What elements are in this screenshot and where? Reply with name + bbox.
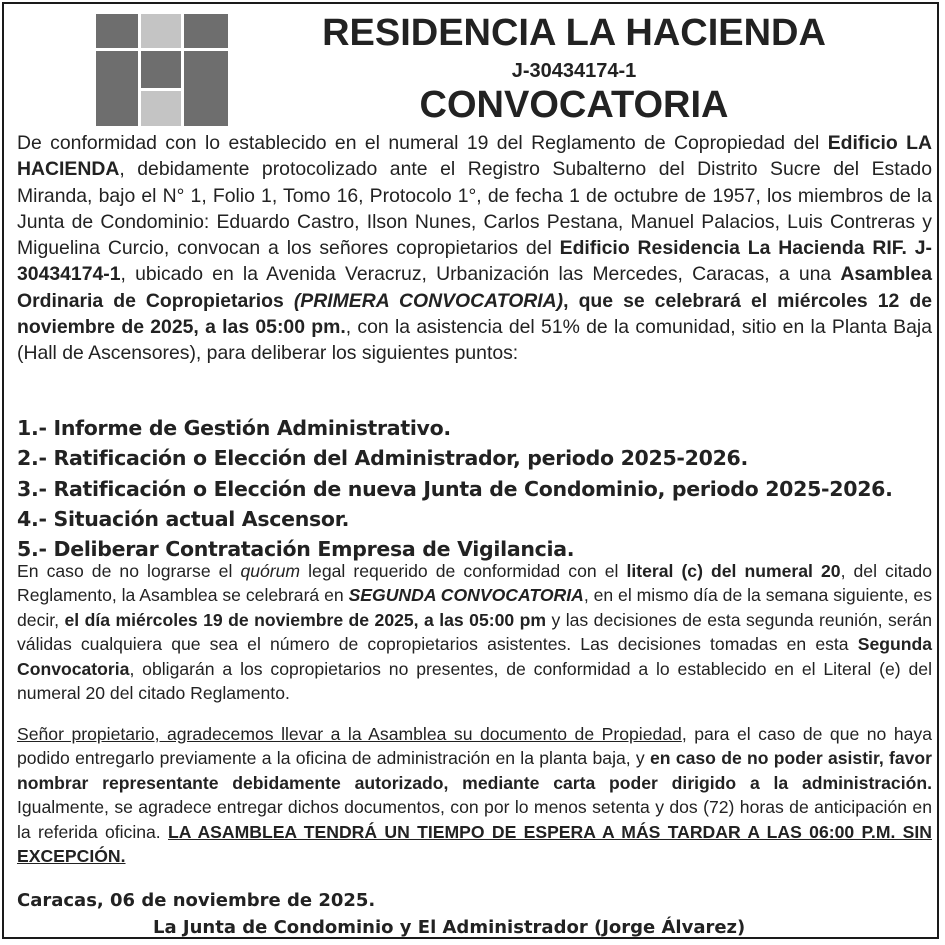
logo-block (141, 91, 181, 126)
page-title: RESIDENCIA LA HACIENDA (322, 12, 826, 54)
logo-block (96, 14, 138, 48)
notice-date: Caracas, 06 de noviembre de 2025. (17, 890, 376, 911)
agenda-item: 2.- Ratificación o Elección del Administrador, periodo 2025-2026. (17, 446, 748, 471)
logo-block (184, 51, 228, 126)
rif-number: J-30434174-1 (511, 60, 637, 82)
logo-block (141, 14, 181, 48)
signature: La Junta de Condominio y El Administrador (Jorge Álvarez) (153, 917, 746, 938)
footer (17, 887, 932, 939)
agenda-list (17, 413, 932, 564)
logo-block (96, 51, 138, 126)
agenda-item: 1.- Informe de Gestión Administrativo. (17, 416, 451, 440)
intro-paragraph: De conformidad con lo establecido en el numeral 19 del Reglamento de Copropiedad del Edificio LA HACIENDA, debidamente protocolizado ante el Registro Subalterno del Distrito Sucre del Estado Miranda, bajo el N° 1, Folio 1, Tomo 16, Protocolo 1°, de fecha 1 de octubre de 1957, los miembros de la Junta de Condominio: Eduardo Castro, Ilson Nunes, Carlos Pestana, Manuel Palacios, Luis Contreras y Miguelina Curcio, convocan a los señores copropietarios del Edificio Residencia La Hacienda RIF. J-30434174-1, ubicado en la Avenida Veracruz, Urbanización las Mercedes, Caracas, a una Asamblea Ordinaria de Copropietarios (PRIMERA CONVOCATORIA), que se celebrará el miércoles 12 de noviembre de 2025, a las 05:00 pm., con la asistencia del 51% de la comunidad, sitio en la Planta Baja (Hall de Ascensores), para deliberar los siguientes puntos: (17, 132, 932, 365)
owner-notice-paragraph: Señor propietario, agradecemos llevar a la Asamblea su documento de Propiedad, para el caso de que no haya podido entregarlo previamente a la oficina de administración en la planta baja, y en caso de no poder asistir, favor nombrar representante debidamente autorizado, mediante carta poder dirigido a la administración. Igualmente, se agradece entregar dichos documentos, con por lo menos setenta y dos (72) horas de anticipación en la referida oficina. LA ASAMBLEA TENDRÁ UN TIEMPO DE ESPERA A MÁS TARDAR A LAS 06:00 P.M. SIN EXCEPCIÓN. (17, 724, 933, 867)
notice-frame (2, 2, 939, 939)
agenda-item: 3.- Ratificación o Elección de nueva Junta de Condominio, periodo 2025-2026. (17, 476, 893, 501)
second-call-paragraph: En caso de no lograrse el quórum legal requerido de conformidad con el literal (c) del numeral 20, del citado Reglamento, la Asamblea se celebrará en SEGUNDA CONVOCATORIA, en el mismo día de la semana siguiente, es decir, el día miércoles 19 de noviembre de 2025, a las 05:00 pm y las decisiones de esta segunda reunión, serán válidas cualquiera que sea el número de copropietarios asistentes. Las decisiones tomadas en esta Segunda Convocatoria, obligarán a los copropietarios no presentes, de conformidad a lo establecido en el Literal (e) del numeral 20 del citado Reglamento. (17, 561, 933, 704)
logo-block (184, 14, 228, 48)
agenda-item: 4.- Situación actual Ascensor. (17, 506, 350, 531)
logo-block (141, 51, 181, 88)
building-logo (96, 14, 228, 126)
agenda-item: 5.- Deliberar Contratación Empresa de Vigilancia. (17, 537, 575, 562)
notice-heading: CONVOCATORIA (419, 84, 729, 126)
